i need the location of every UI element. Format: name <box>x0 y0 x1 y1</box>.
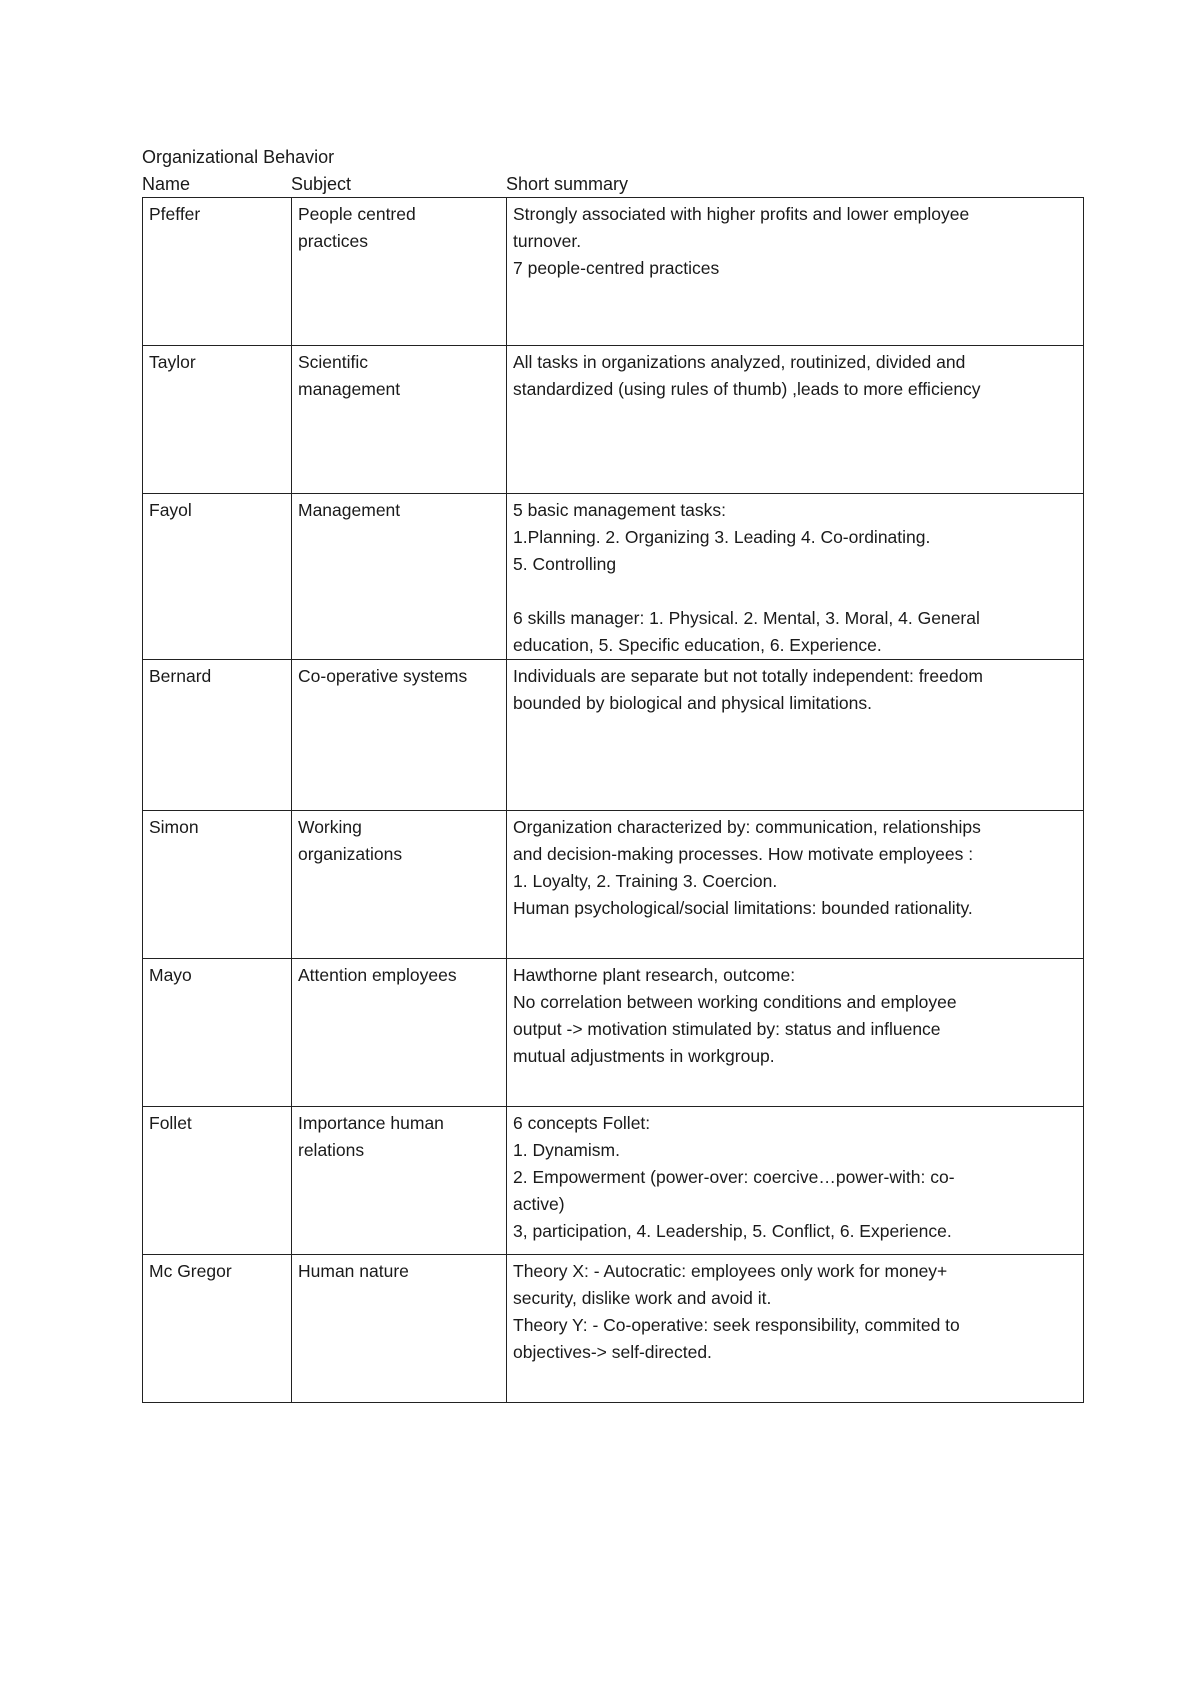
table-row <box>143 660 1084 811</box>
summary-line: 2. Empowerment (power-over: coercive…power-with: co- <box>513 1167 955 1187</box>
cell-summary <box>507 494 1084 660</box>
header-subject: Subject <box>291 174 352 194</box>
summary-line: and decision-making processes. How motivate employees : <box>513 844 974 864</box>
table-row <box>143 1107 1084 1255</box>
cell-name: Fayol <box>143 494 292 660</box>
summary-line: 6 concepts Follet: <box>513 1113 651 1133</box>
summary-line: Hawthorne plant research, outcome: <box>513 965 796 985</box>
summary-blank-line <box>513 578 1077 605</box>
cell-subject <box>292 811 507 959</box>
table-row <box>143 346 1084 494</box>
subject-line: Importance human <box>298 1113 444 1133</box>
summary-line: bounded by biological and physical limitations. <box>513 693 872 713</box>
subject-line: Working <box>298 817 362 837</box>
summary-line: mutual adjustments in workgroup. <box>513 1046 775 1066</box>
summary-line: 3, participation, 4. Leadership, 5. Conflict, 6. Experience. <box>513 1221 952 1241</box>
cell-summary <box>507 346 1084 494</box>
cell-summary <box>507 660 1084 811</box>
cell-subject <box>292 494 507 660</box>
header-summary: Short summary <box>506 174 629 194</box>
summary-line: 7 people-centred practices <box>513 258 720 278</box>
cell-summary <box>507 1107 1084 1255</box>
cell-name: Taylor <box>143 346 292 494</box>
subject-line: Human nature <box>298 1261 409 1281</box>
subject-line: Management <box>298 500 401 520</box>
page-title: Organizational Behavior <box>142 147 335 167</box>
subject-line: organizations <box>298 844 403 864</box>
cell-name: Mayo <box>143 959 292 1107</box>
cell-subject <box>292 1255 507 1403</box>
summary-line: Human psychological/social limitations: bounded rationality. <box>513 898 973 918</box>
summary-line: 5. Controlling <box>513 554 617 574</box>
cell-summary <box>507 198 1084 346</box>
subject-line: relations <box>298 1140 365 1160</box>
summary-line: 1. Loyalty, 2. Training 3. Coercion. <box>513 871 778 891</box>
summary-line: security, dislike work and avoid it. <box>513 1288 772 1308</box>
table-row <box>143 198 1084 346</box>
cell-subject <box>292 198 507 346</box>
summary-line: All tasks in organizations analyzed, routinized, divided and <box>513 352 966 372</box>
subject-line: management <box>298 379 401 399</box>
summary-line: Individuals are separate but not totally independent: freedom <box>513 666 983 686</box>
summary-line: No correlation between working conditions and employee <box>513 992 957 1012</box>
summary-line: objectives-> self-directed. <box>513 1342 712 1362</box>
column-header-row <box>142 173 1082 195</box>
cell-subject <box>292 660 507 811</box>
table-row <box>143 959 1084 1107</box>
summary-line: 6 skills manager: 1. Physical. 2. Mental, 3. Moral, 4. General <box>513 608 980 628</box>
cell-summary <box>507 959 1084 1107</box>
cell-name: Bernard <box>143 660 292 811</box>
subject-line: practices <box>298 231 369 251</box>
summary-line: standardized (using rules of thumb) ,leads to more efficiency <box>513 379 981 399</box>
summary-line: 1.Planning. 2. Organizing 3. Leading 4. Co-ordinating. <box>513 527 931 547</box>
cell-subject <box>292 959 507 1107</box>
summary-line: output -> motivation stimulated by: status and influence <box>513 1019 941 1039</box>
cell-subject <box>292 1107 507 1255</box>
subject-line: People centred <box>298 204 416 224</box>
summary-line: active) <box>513 1194 565 1214</box>
summary-line: 1. Dynamism. <box>513 1140 620 1160</box>
cell-name: Pfeffer <box>143 198 292 346</box>
table-row <box>143 494 1084 660</box>
subject-line: Co-operative systems <box>298 666 468 686</box>
table-body <box>143 198 1084 1403</box>
cell-name: Simon <box>143 811 292 959</box>
summary-line: 5 basic management tasks: <box>513 500 727 520</box>
subject-line: Scientific <box>298 352 369 372</box>
cell-summary <box>507 811 1084 959</box>
summary-line: Theory X: - Autocratic: employees only work for money+ <box>513 1261 948 1281</box>
cell-name: Mc Gregor <box>143 1255 292 1403</box>
summary-line: Organization characterized by: communication, relationships <box>513 817 981 837</box>
summary-line: turnover. <box>513 231 582 251</box>
header-name: Name <box>142 174 191 194</box>
table-row <box>143 811 1084 959</box>
theorists-table <box>142 197 1084 1403</box>
cell-summary <box>507 1255 1084 1403</box>
cell-subject <box>292 346 507 494</box>
summary-line: Strongly associated with higher profits and lower employee <box>513 204 970 224</box>
cell-name: Follet <box>143 1107 292 1255</box>
summary-line: Theory Y: - Co-operative: seek responsibility, commited to <box>513 1315 960 1335</box>
summary-line: education, 5. Specific education, 6. Experience. <box>513 635 882 655</box>
table-row <box>143 1255 1084 1403</box>
subject-line: Attention employees <box>298 965 457 985</box>
